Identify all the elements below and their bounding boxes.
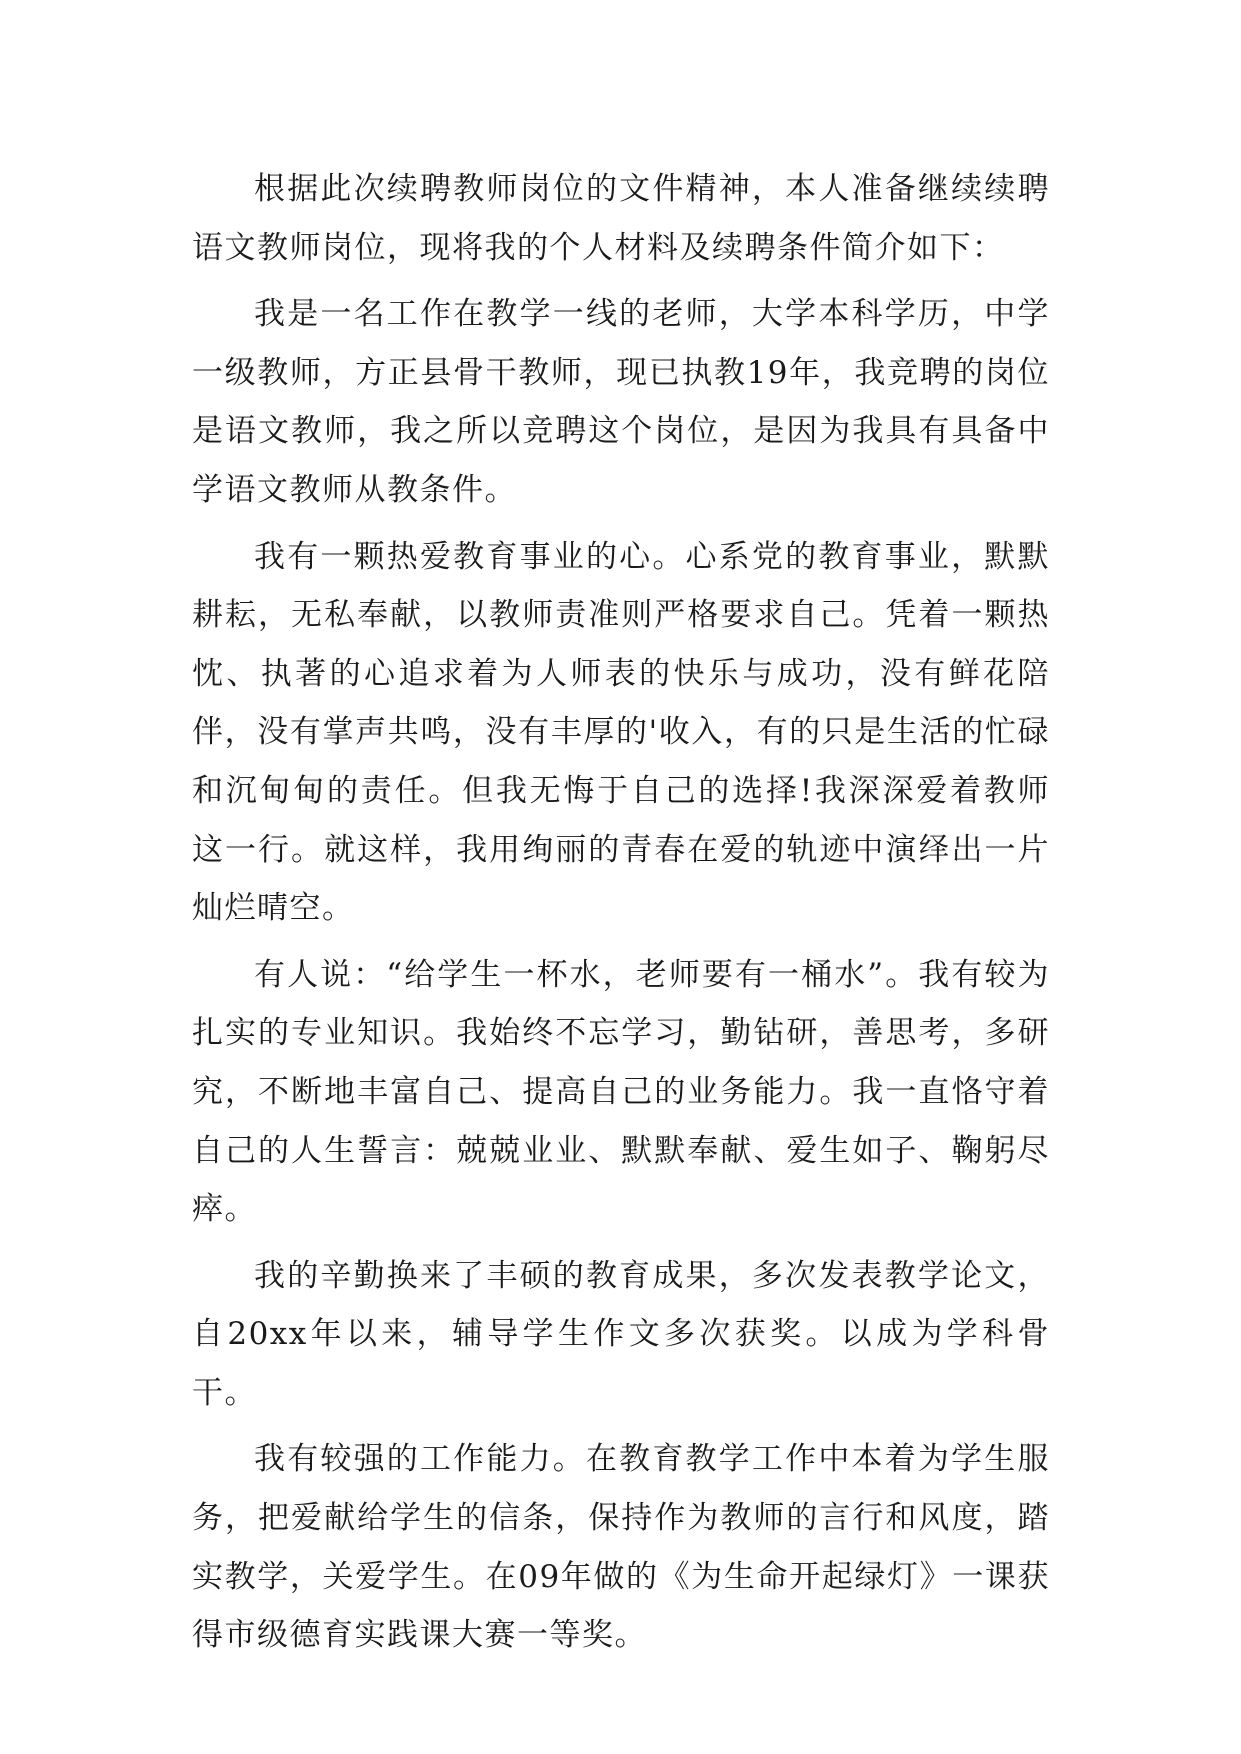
paragraph-achievements: 我的辛勤换来了丰硕的教育成果，多次发表教学论文，自20xx年以来，辅导学生作文多次获奖。以成为学科骨干。 <box>192 1257 1050 1411</box>
document-body <box>192 160 1050 1665</box>
paragraph-qualifications: 我是一名工作在教学一线的老师，大学本科学历，中学一级教师，方正县骨干教师，现已执教19年，我竞聘的岗位是语文教师，我之所以竞聘这个岗位，是因为我具有具备中学语文教师从教条件。 <box>192 296 1050 508</box>
paragraph-dedication: 我有一颗热爱教育事业的心。心系党的教育事业，默默耕耘，无私奉献，以教师责准则严格要求自己。凭着一颗热忱、执著的心追求着为人师表的快乐与成功，没有鲜花陪伴，没有掌声共鸣，没有丰厚的'收入，有的只是生活的忙碌和沉甸甸的责任。但我无悔于自己的选择!我深深爱着教师这一行。就这样，我用绚丽的青春在爱的轨迹中演绎出一片灿烂晴空。 <box>192 538 1050 927</box>
paragraph-knowledge: 有人说：“给学生一杯水，老师要有一桶水”。我有较为扎实的专业知识。我始终不忘学习，勤钻研，善思考，多研究，不断地丰富自己、提高自己的业务能力。我一直恪守着自己的人生誓言：兢兢业业、默默奉献、爱生如子、鞠躬尽瘁。 <box>192 956 1050 1228</box>
paragraph-work-ability: 我有较强的工作能力。在教育教学工作中本着为学生服务，把爱献给学生的信条，保持作为教师的言行和风度，踏实教学，关爱学生。在09年做的《为生命开起绿灯》一课获得市级德育实践课大赛一等奖。 <box>192 1441 1050 1654</box>
paragraph-intro: 根据此次续聘教师岗位的文件精神，本人准备继续续聘语文教师岗位，现将我的个人材料及续聘条件简介如下： <box>192 171 1050 266</box>
